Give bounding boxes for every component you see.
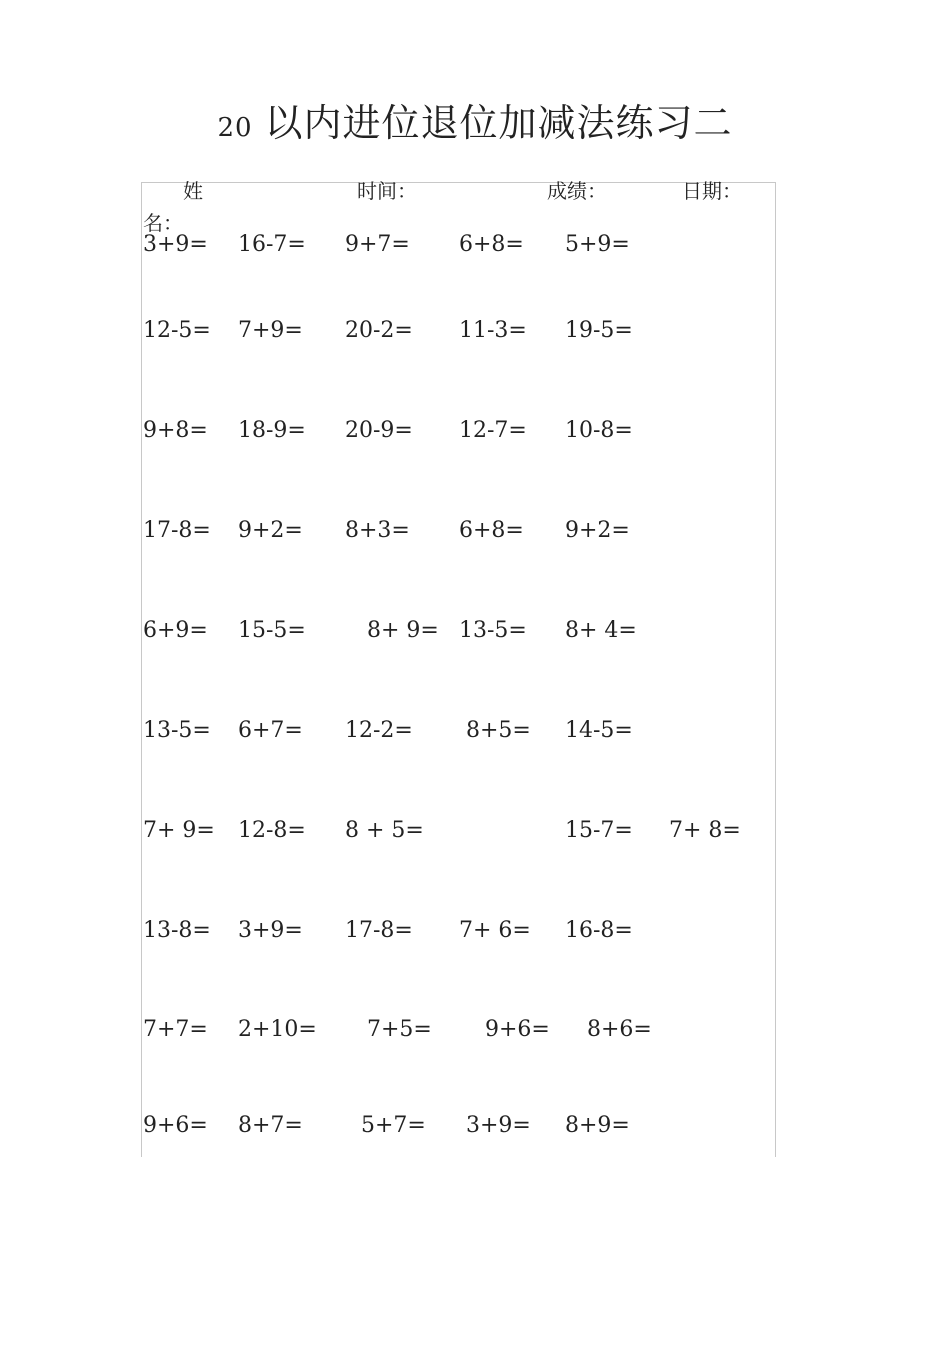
math-problem: 11-3= xyxy=(459,318,527,343)
problem-row xyxy=(0,618,950,648)
problem-row xyxy=(0,518,950,548)
math-problem: 9+6= xyxy=(485,1017,550,1042)
math-problem: 8+7= xyxy=(238,1113,303,1138)
math-problem: 6+8= xyxy=(459,232,524,257)
math-problem: 9+2= xyxy=(565,518,630,543)
math-problem: 7+5= xyxy=(367,1017,432,1042)
math-problem: 10-8= xyxy=(565,418,633,443)
score-label: 成绩： xyxy=(547,179,607,203)
math-problem: 20-9= xyxy=(345,418,413,443)
math-problem: 20-2= xyxy=(345,318,413,343)
math-problem: 12-8= xyxy=(238,818,306,843)
problem-row xyxy=(0,1017,950,1047)
title-number: 20 xyxy=(217,113,253,143)
math-problem: 13-5= xyxy=(459,618,527,643)
math-problem: 5+9= xyxy=(565,232,630,257)
title-text: 以内进位退位加减法练习二 xyxy=(264,101,733,145)
math-problem: 9+2= xyxy=(238,518,303,543)
math-problem: 15-5= xyxy=(238,618,306,643)
problem-row xyxy=(0,818,950,848)
math-problem: 7+ 8= xyxy=(669,818,741,843)
name-label-bottom: 名： xyxy=(143,211,183,235)
math-problem: 3+9= xyxy=(238,918,303,943)
math-problem: 9+8= xyxy=(143,418,208,443)
math-problem: 7+ 6= xyxy=(459,918,531,943)
math-problem: 8+9= xyxy=(565,1113,630,1138)
math-problem: 13-5= xyxy=(143,718,211,743)
math-problem: 12-5= xyxy=(143,318,211,343)
math-problem: 14-5= xyxy=(565,718,633,743)
math-problem: 6+7= xyxy=(238,718,303,743)
problem-row xyxy=(0,918,950,948)
problem-row xyxy=(0,318,950,348)
math-problem: 7+7= xyxy=(143,1017,208,1042)
math-problem: 13-8= xyxy=(143,918,211,943)
math-problem: 6+8= xyxy=(459,518,524,543)
math-problem: 16-8= xyxy=(565,918,633,943)
page-title xyxy=(0,92,950,147)
math-problem: 3+9= xyxy=(143,232,208,257)
date-label: 日期： xyxy=(682,179,742,203)
math-problem: 8+5= xyxy=(466,718,531,743)
math-problem: 8+ 9= xyxy=(367,618,439,643)
math-problem: 18-9= xyxy=(238,418,306,443)
math-problem: 7+9= xyxy=(238,318,303,343)
math-problem: 15-7= xyxy=(565,818,633,843)
math-problem: 17-8= xyxy=(143,518,211,543)
math-problem: 7+ 9= xyxy=(143,818,215,843)
math-problem: 8+ 4= xyxy=(565,618,637,643)
math-problem: 9+7= xyxy=(345,232,410,257)
math-problem: 2+10= xyxy=(238,1017,317,1042)
math-problem: 8+6= xyxy=(587,1017,652,1042)
time-label: 时间： xyxy=(357,179,417,203)
math-problem: 8 + 5= xyxy=(345,818,424,843)
math-problem: 8+3= xyxy=(345,518,410,543)
problem-row xyxy=(0,718,950,748)
math-problem: 17-8= xyxy=(345,918,413,943)
problem-row xyxy=(0,1113,950,1143)
math-problem: 5+7= xyxy=(361,1113,426,1138)
problem-row xyxy=(0,418,950,448)
math-problem: 12-7= xyxy=(459,418,527,443)
problem-row xyxy=(0,232,950,262)
name-label-top: 姓 xyxy=(183,179,203,203)
math-problem: 16-7= xyxy=(238,232,306,257)
math-problem: 19-5= xyxy=(565,318,633,343)
math-problem: 3+9= xyxy=(466,1113,531,1138)
math-problem: 9+6= xyxy=(143,1113,208,1138)
math-problem: 6+9= xyxy=(143,618,208,643)
math-problem: 12-2= xyxy=(345,718,413,743)
